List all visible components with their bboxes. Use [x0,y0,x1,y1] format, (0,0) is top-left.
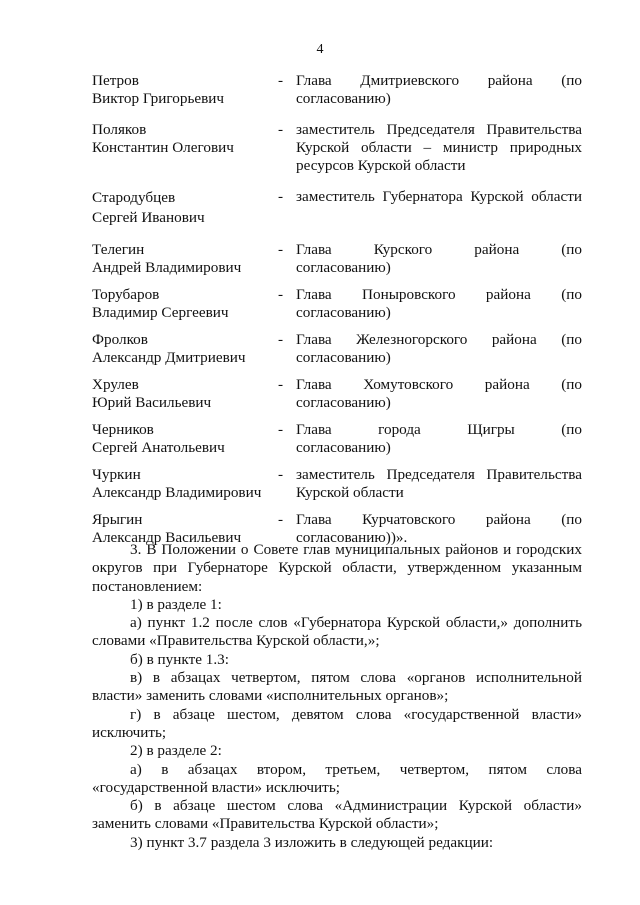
member-given-names: Александр Дмитриевич [92,349,246,366]
member-given-names: Виктор Григорьевич [92,90,225,107]
member-given-names: Александр Владимирович [92,484,262,501]
body-text [92,541,582,852]
role-line: согласованию) [296,304,391,321]
role-line: Глава Курского района (по [296,241,582,258]
member-role [296,241,582,277]
role-line: Глава Дмитриевского района (по [296,72,582,89]
dash: - [278,188,284,205]
role-line: Курской области – министр природных ресурсов Курской области [296,139,582,174]
role-line: согласованию))». [296,529,408,546]
member-given-names: Андрей Владимирович [92,259,242,276]
member-name [92,466,278,502]
role-line: согласованию) [296,439,391,456]
list-item [92,241,582,277]
dash: - [278,511,284,528]
paragraph: б) в пункте 1.3: [130,650,229,668]
member-name [92,241,278,277]
list-item [92,188,582,228]
member-role [296,121,582,175]
member-role [296,286,582,322]
paragraph: 2) в разделе 2: [130,742,222,760]
dash: - [278,286,284,303]
member-given-names: Константин Олегович [92,139,234,156]
dash: - [278,121,284,138]
member-surname: Стародубцев [92,189,176,206]
member-given-names: Александр Васильевич [92,529,242,546]
list-item [92,72,582,108]
member-given-names: Владимир Сергеевич [92,304,229,321]
member-name [92,331,278,367]
paragraph: в) в абзацах четвертом, пятом слова «органов исполнительной власти» заменить словами «исполнительных органов»; [92,669,582,705]
list-item [92,121,582,175]
member-surname: Черников [92,421,154,438]
role-line: заместитель Губернатора Курской области [296,188,582,205]
role-line: Глава города Щигры (по [296,421,582,438]
paragraph: а) пункт 1.2 после слов «Губернатора Курской области,» дополнить словами «Правительства Курской области,»; [92,614,582,650]
member-surname: Поляков [92,121,147,138]
member-role [296,421,582,457]
member-role [296,188,582,206]
member-given-names: Сергей Анатольевич [92,439,225,456]
member-name [92,121,278,157]
role-line: заместитель Председателя Правительства [296,466,582,483]
member-name [92,286,278,322]
member-surname: Фролков [92,331,148,348]
member-given-names: Сергей Иванович [92,209,205,226]
role-line: согласованию) [296,349,391,366]
member-surname: Чуркин [92,466,141,483]
dash: - [278,241,284,258]
role-line: заместитель Председателя Правительства [296,121,582,138]
member-surname: Хрулев [92,376,139,393]
role-line: Глава Хомутовского района (по [296,376,582,393]
role-line: согласованию) [296,394,391,411]
paragraph: б) в абзаце шестом слова «Администрации Курской области» заменить словами «Правительства Курской области»; [92,797,582,833]
role-line: Курской области [296,484,404,501]
member-surname: Телегин [92,241,145,258]
member-name [92,72,278,108]
list-item [92,286,582,322]
dash: - [278,331,284,348]
member-given-names: Юрий Васильевич [92,394,212,411]
member-name [92,421,278,457]
dash: - [278,466,284,483]
member-name [92,376,278,412]
paragraph: а) в абзацах втором, третьем, четвертом, пятом слова «государственной власти» исключить; [92,760,582,796]
role-line: Глава Железногорского района (по [296,331,582,348]
dash: - [278,376,284,393]
paragraph: г) в абзаце шестом, девятом слова «государственной власти» исключить; [92,705,582,741]
dash: - [278,421,284,438]
member-role [296,331,582,367]
role-line: Глава Поныровского района (по [296,286,582,303]
role-line: Глава Курчатовского района (по [296,511,582,528]
list-item [92,331,582,367]
member-surname: Петров [92,72,139,89]
list-item [92,421,582,457]
member-role [296,72,582,108]
role-line: согласованию) [296,259,391,276]
paragraph: 3. В Положении о Совете глав муниципальных районов и городских округов при Губернаторе Курской области, утвержденном указанным постановлением: [92,541,582,595]
members-list [92,72,582,547]
member-surname: Торубаров [92,286,160,303]
dash: - [278,72,284,89]
list-item [92,376,582,412]
paragraph: 1) в разделе 1: [130,595,222,613]
member-role [296,466,582,502]
member-name [92,188,278,228]
role-line: согласованию) [296,90,391,107]
paragraph: 3) пункт 3.7 раздела 3 изложить в следующей редакции: [130,833,494,851]
page-number: 4 [316,42,324,57]
list-item [92,466,582,502]
member-surname: Ярыгин [92,511,143,528]
member-role [296,376,582,412]
